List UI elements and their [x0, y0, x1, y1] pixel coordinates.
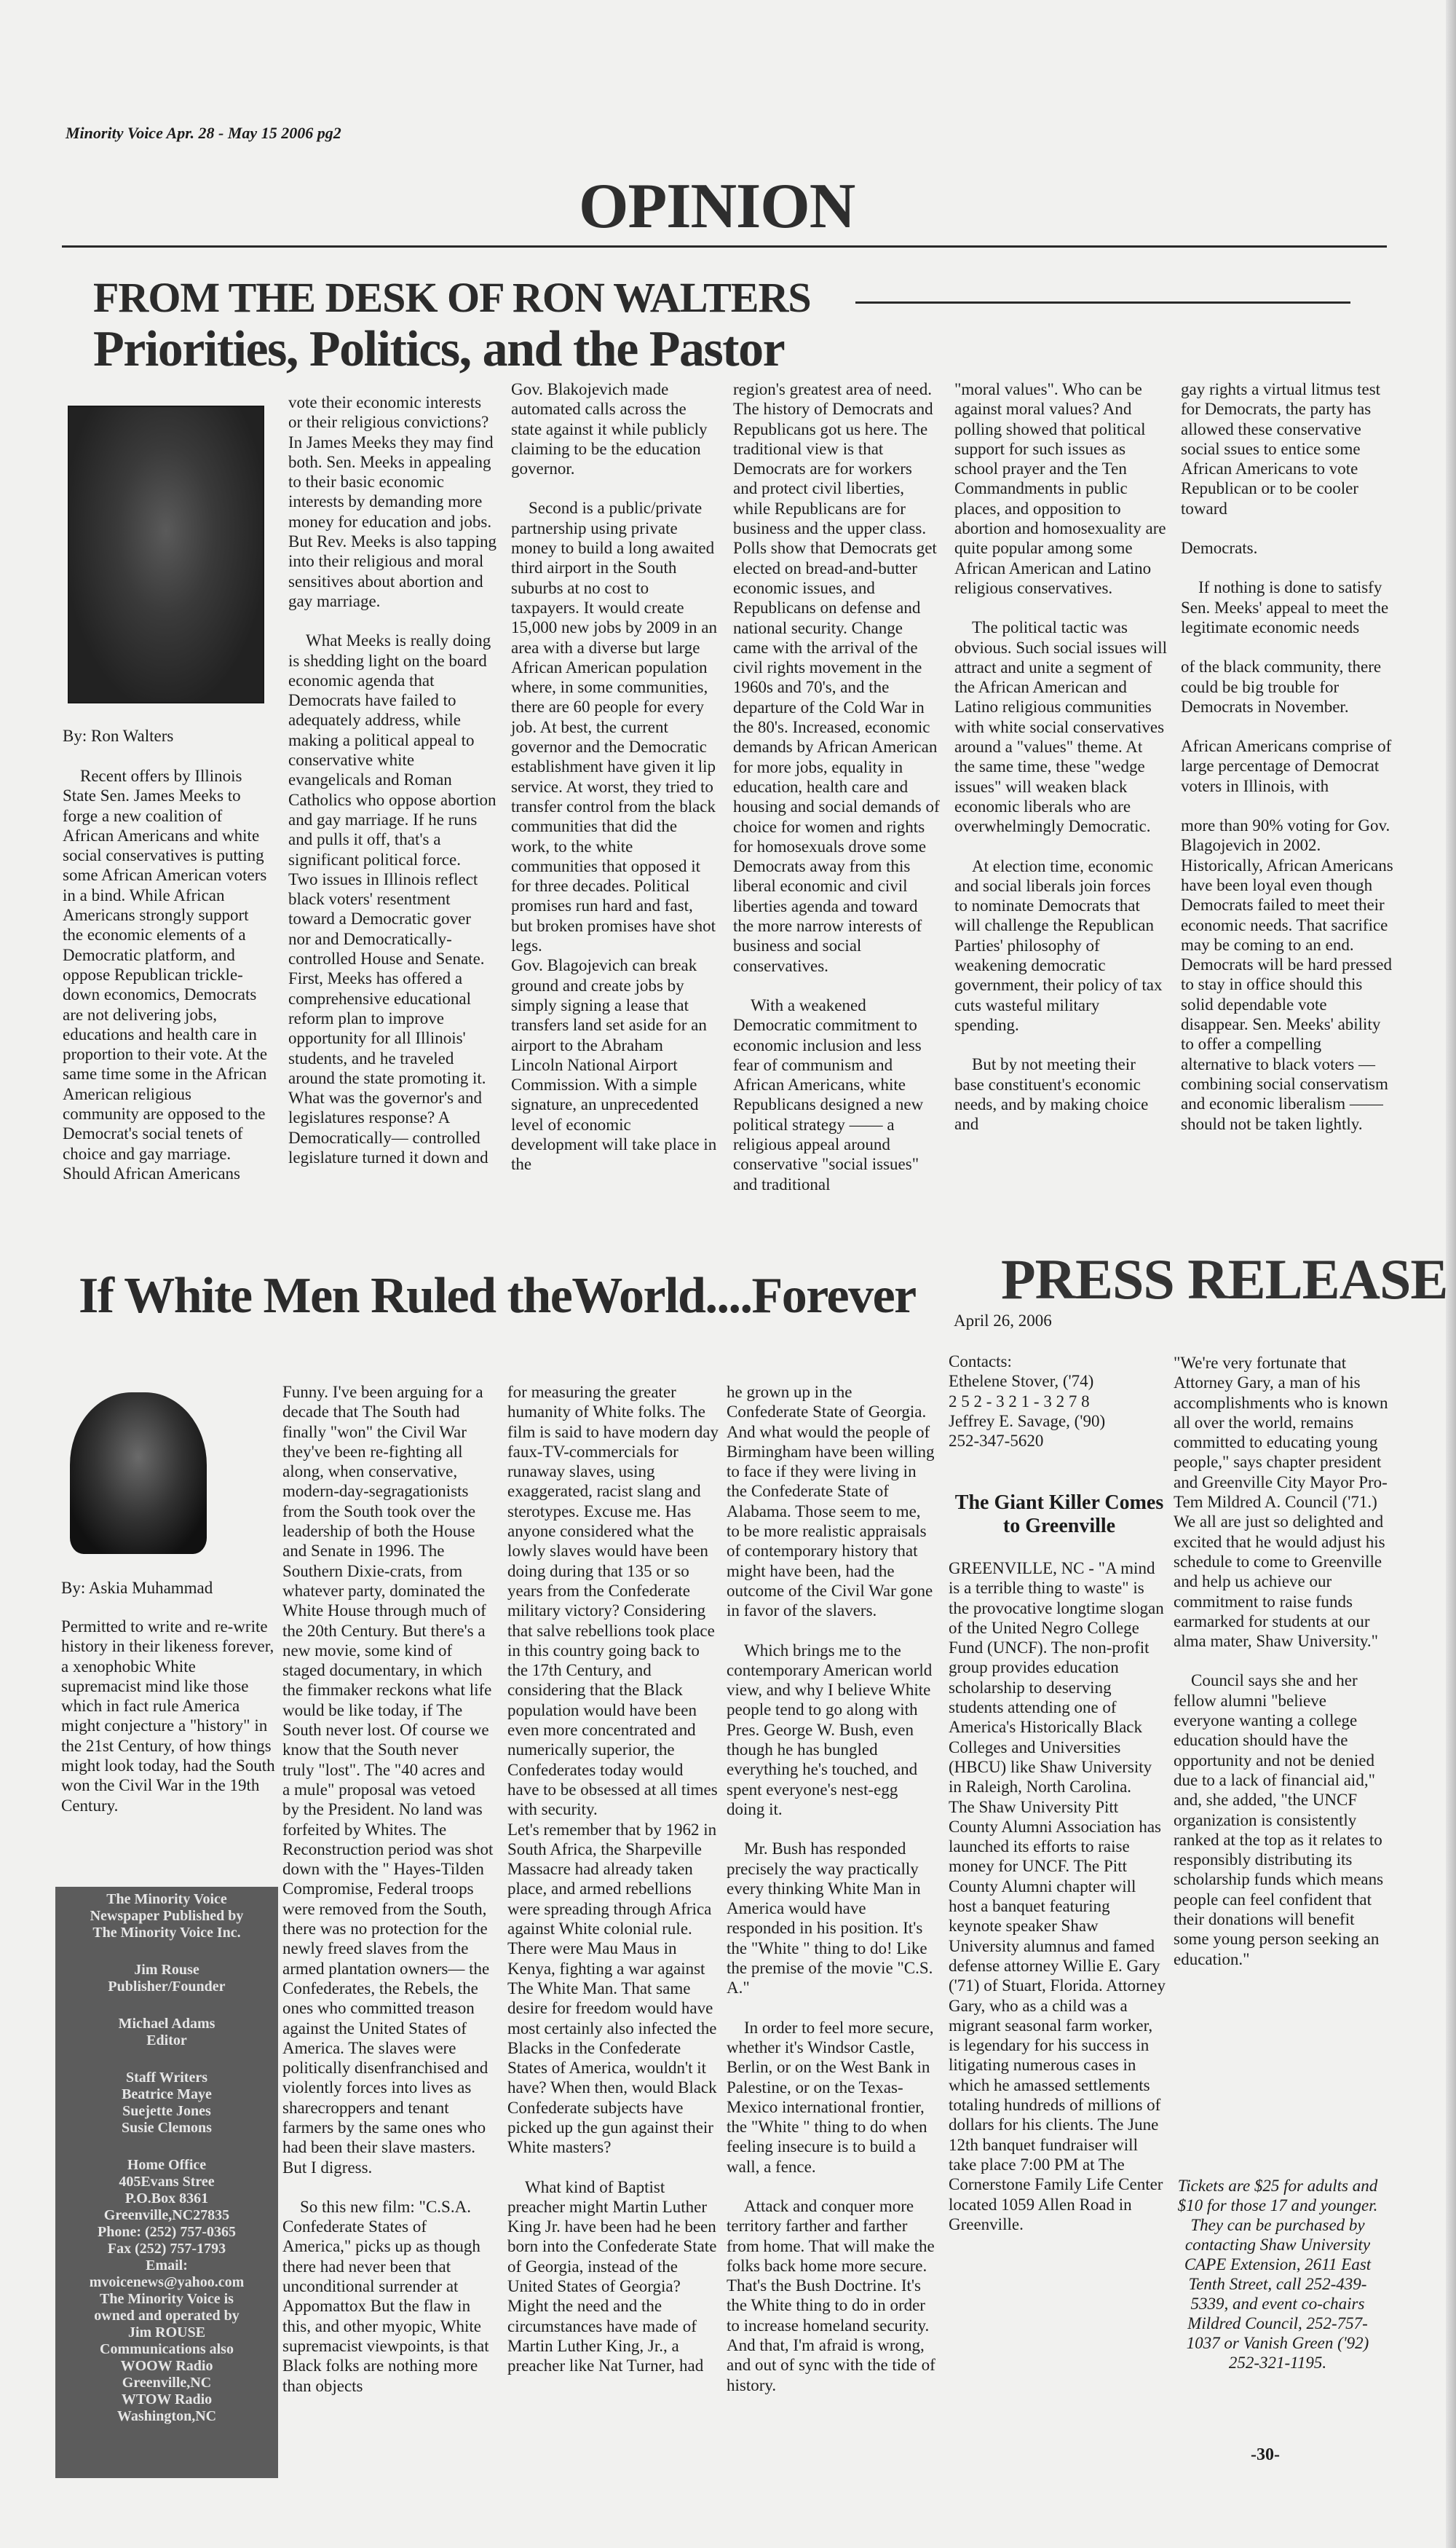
article-column-4 — [727, 1382, 938, 2395]
column-kicker: FROM THE DESK OF RON WALTERS — [93, 274, 811, 321]
press-column-2 — [1174, 1353, 1389, 1969]
masthead-contact: Home Office 405Evans Stree P.O.Box 8361 Greenville,NC27835 Phone: (252) 757-0365 Fax (252) 757-1793 Email: mvoicenews@yahoo.com The Minority Voice is owned and operated by Jim ROUSE Communications also WOOW Radio Greenville,NC WTOW Radio Washington,NC — [89, 2157, 245, 2424]
paragraph: Gov. Blagojevich can break ground and create jobs by simply signing a lease that transfers land set aside for an airport to the Abraham Lincoln National Airport Commission. With a simple signature, an unprecedented level of economic development will take place in the — [511, 956, 717, 1174]
paragraph: Attack and conquer more territory farther and farther from home. That will make the folks back home more secure. That's the Bush Doctrine. It's the White thing to do in order to increase homeland security. And that, I'm afraid is wrong, and out of sync with the tide of history. — [727, 2196, 935, 2394]
press-release-heading: PRESS RELEASE — [1001, 1247, 1448, 1311]
press-contacts: Contacts: Ethelene Stover, ('74) 2 5 2 - 3 2 1 - 3 2 7 8 Jeffrey E. Savage, ('90) 252-347-5620 — [949, 1352, 1106, 1451]
paragraph: What Meeks is really doing is shedding light on the board economic agenda that Democrats have failed to adequately address, while making a political appeal to conservative white evangelicals and Roman Catholics who oppose abortion and gay marriage. If he runs and pulls it off, that's a significant political force. — [288, 631, 496, 869]
paragraph: Should African Americans — [63, 1164, 241, 1183]
masthead-box — [55, 1887, 278, 2478]
section-title: OPINION — [579, 171, 855, 242]
paragraph: Funny. I've been arguing for a decade that The South had finally "won" the Civil War they've been re-fighting all along, when conservative, modern-day-segragationists from the South took over the leadership of both the House and Senate in 1996. The Southern Dixie-crats, from whatever party, dominated the White House through much of the 20th Century. But there's a new movie, some kind of staged documentary, in which the fimmaker reckons what life would be like today, if The South never lost. Of course we know that the South never truly "lost". The "40 acres and a mule" proposal was vetoed by the President. No land was forfeited by Whites. The Reconstruction period was shot down with the " Hayes-Tilden Compromise, Federal troops were removed from the South, there was no protection for the newly freed slaves from the armed plantation owners— the Confederates, the Rebels, the ones who committed treason against the United States of America. The slaves were politically disenfranchised and violently forces into lives as sharecroppers and tenant farmers by the same ones who had been their slave masters. But I digress. — [282, 1383, 494, 2177]
author-photo-askia-muhammad — [70, 1392, 207, 1554]
paragraph: Let's remember that by 1962 in South Africa, the Sharpeville Massacre had already taken place, and armed rebellions were spreading through Africa against White colonial rule. There were Mau Maus in Kenya, fighting a war against The White Man. That same desire for freedom would have most certainly also infected the Blacks in the Confederate States of America, wouldn't it have? When then, would Black Confederate subjects have picked up the gun against their White masters? — [507, 1820, 717, 2157]
press-date: April 26, 2006 — [954, 1312, 1052, 1330]
article-column-3 — [507, 1382, 719, 2376]
paragraph: Gov. Blakojevich made automated calls across the state against it while publicly claiming to be the education governor. — [511, 380, 708, 478]
masthead-founder: Jim Rouse Publisher/Founder — [108, 1962, 226, 1995]
paragraph: vote their economic interests or their religious convictions? In James Meeks they may find both. Sen. Meeks in appealing to their basic economic interests by demanding more money for education and jobs. But Rev. Meeks is also tapping into their religious and moral sensitives about abortion and gay marriage. — [288, 393, 496, 610]
end-mark: -30- — [1251, 2445, 1280, 2464]
paragraph: Democrats. — [1181, 539, 1258, 558]
paragraph: Permitted to write and re-write history in their likeness forever, a xenophobic White supremacist mind like those which in fact rule America might conjecture a "history" in the 21st Century, of how things might look today, had the South won the Civil War in the 19th Century. — [61, 1617, 275, 1815]
paragraph: In order to feel more secure, whether it's Windsor Castle, Berlin, or on the West Bank in Palestine, or on the Texas-Mexico international frontier, the "White " thing to do when feeling insecure is to build a wall, a fence. — [727, 2018, 934, 2176]
paragraph: "moral values". Who can be against moral values? And polling showed that political support for such issues as school prayer and the Ten Commandments in public places, and opposition to abortion and homosexuality are quite popular among some African American and Latino religious conservatives. — [954, 380, 1166, 597]
article-column-1 — [63, 766, 269, 1183]
paragraph: Two issues in Illinois reflect black voters' resentment toward a Democratic gover nor and Democratically-controlled House and Senate. First, Meeks has offered a comprehensive educational reform plan to improve opportunity for all Illinois' students, and he traveled around the state promoting it. What was the governor's and legislatures response? A Democratically— controlled legislature turned it down and — [288, 869, 488, 1167]
byline: By: Ron Walters — [63, 727, 174, 745]
masthead-staff: Staff Writers Beatrice Maye Suejette Jones Susie Clemons — [122, 2070, 212, 2136]
issue-dateline: Minority Voice Apr. 28 - May 15 2006 pg2 — [66, 124, 341, 142]
byline: By: Askia Muhammad — [61, 1579, 213, 1597]
paragraph: Which brings me to the contemporary American world view, and why I believe White people tend to go along with Pres. George W. Bush, even though he has bungled everything he's touched, and spent everyone's nest-egg doing it. — [727, 1641, 933, 1818]
paragraph: But by not meeting their base constituent's economic needs, and by making choice and — [954, 1055, 1149, 1134]
article-column-6 — [1181, 379, 1393, 1134]
press-subhead: The Giant Killer Comes to Greenville — [954, 1491, 1164, 1537]
paragraph: gay rights a virtual litmus test for Democrats, the party has allowed these conservative social ssues to entice some African Americans to vote Republican or to be cooler toward — [1181, 380, 1381, 518]
paragraph: African Americans comprise of large percentage of Democrat voters in Illinois, with — [1181, 737, 1392, 795]
header-rule — [62, 245, 1387, 248]
article-column-4 — [733, 379, 940, 1194]
paragraph: If nothing is done to satisfy Sen. Meeks' appeal to meet the legitimate economic needs — [1181, 578, 1389, 636]
paragraph: With a weakened Democratic commitment to economic inclusion and less fear of communism and African Americans, white Republicans designed a new political strategy —— a religious appeal around conservative "social issues" and traditional — [733, 995, 924, 1194]
article-column-2 — [282, 1382, 494, 2396]
ticket-info: Tickets are $25 for adults and $10 for those 17 and younger. They can be purchased by contacting Shaw University CAPE Extension, 2611 East Tenth Street, call 252-439-5339, and event co-chairs Mildred Council, 252-757-1037 or Vanish Green ('92) 252-321-1195. — [1177, 2177, 1378, 2372]
press-column-1 — [949, 1558, 1167, 2234]
article-headline: If White Men Ruled theWorld....Forever — [79, 1268, 916, 1324]
paragraph: Recent offers by Illinois State Sen. James Meeks to forge a new coalition of African Americans and white social conservatives is putting some African American voters in a bind. While African Americans strongly support the economic elements of a Democratic platform, and oppose Republican trickle-down economics, Democrats are not delivering jobs, educations and health care in proportion to their vote. At the same time some in the African American religious community are opposed to the Democrat's social tenets of choice and gay marriage. — [63, 767, 268, 1163]
paragraph: The Shaw University Pitt County Alumni Association has launched its efforts to raise money for UNCF. The Pitt County Alumni chapter will host a banquet featuring keynote speaker Shaw University alumnus and famed defense attorney Willie E. Gary ('71) of Stuart, Florida. Attorney Gary, who as a child was a migrant seasonal farm worker, is legendary for his success in litigating numerous cases in which he amassed settlements totaling hundreds of millions of dollars for his clients. The June 12th banquet fundraiser will take place 7:00 PM at The Cornerstone Family Life Center located 1059 Allen Road in Greenville. — [949, 1797, 1166, 2233]
article-column-2 — [288, 393, 496, 1167]
paragraph: Second is a public/private partnership using private money to build a long awaited third airport in the South suburbs at no cost to taxpayers. It would create 15,000 new jobs by 2009 in an area with a diverse but large African American population where, in some communities, there are 60 people for every job. At best, the current governor and the Democratic establishment have given it lip service. At worst, they tried to transfer control from the black communities that did the work, to the white communities that opposed it for three decades. Political promises run hard and fast, but broken promises have shot legs. — [511, 499, 718, 955]
paragraph: What kind of Baptist preacher might Martin Luther King Jr. have been had he been born into the Confederate State of Georgia, instead of the United States of Georgia? Might the need and the circumstances have made of Martin Luther King, Jr., a preacher like Nat Turner, had — [507, 2177, 717, 2375]
paragraph: At election time, economic and social liberals join forces to nominate Democrats that will challenge the Republican Parties' philosophy of weakening democratic government, their policy of tax cuts wasteful military spending. — [954, 856, 1163, 1034]
paragraph: "We're very fortunate that Attorney Gary, a man of his accomplishments who is known all over the world, remains committed to educating young people," says chapter president and Greenville City Mayor Pro-Tem Mildred A. Council ('71.) We all are just so delighted and excited that he would adjust his schedule to come to Greenville and help us achieve our commitment to raise funds earmarked for students at our alma mater, Shaw University." — [1174, 1354, 1388, 1651]
masthead-publisher: The Minority Voice Newspaper Published by The Minority Voice Inc. — [90, 1891, 244, 1941]
paragraph: Council says she and her fellow alumni "believe everyone wanting a college education should have the opportunity and not be denied due to a lack of financial aid," and, she added, "the UNCF organization is consistently ranked at the top as it relates to responsibly distributing its scholarship funds which means people can feel confident that their donations will benefit some young person seeking an education." — [1174, 1671, 1384, 1968]
article-column-3 — [511, 379, 718, 1175]
paragraph: for measuring the greater humanity of White folks. The film is said to have modern day faux-TV-commercials for runaway slaves, using exaggerated, racist slang and sterotypes. Excuse me. Has anyone considered what the lowly slaves would have been doing during that 135 or so years from the Confederate military victory? Considering that salve rebellions took place in this country going back to the 17th Century, and considering that the Black population would have been even more concentrated and numerically superior, the Confederates today would have to be obsessed at all times with security. — [507, 1383, 719, 1819]
paragraph: he grown up in the Confederate State of Georgia. And what would the people of Birmingham have been willing to face if they were living in the Confederate State of Alabama. Those seem to me, to be more realistic appraisals of contemporary history that might have been, had the outcome of the Civil War gone in favor of the slavers. — [727, 1383, 935, 1620]
paragraph: Mr. Bush has responded precisely the way practically every thinking White Man in America would have responded in his position. It's the "White " thing to do! Like the premise of the movie "C.S. A." — [727, 1839, 933, 1997]
paragraph: region's greatest area of need. The history of Democrats and Republicans got us here. The traditional view is that Democrats are for workers and protect civil liberties, while Republicans are for business and the upper class. Polls show that Democrats get elected on bread-and-butter economic issues, and Republicans on defense and national security. Change came with the arrival of the civil rights movement in the 1960s and 70's, and the departure of the Cold War in the 80's. Increased, economic demands by African American for more jobs, equality in education, health care and housing and social demands of choice for women and rights for homosexuals drove some Democrats away from this liberal economic and civil liberties agenda and toward the more narrow interests of business and social conservatives. — [733, 380, 940, 975]
paragraph: So this new film: "C.S.A. Confederate States of America," picks up as though there had never been that unconditional surrender at Appomattox But the flaw in this, and other myopic, White supremacist viewpoints, is that Black folks are nothing more than objects — [282, 2197, 489, 2395]
paragraph: more than 90% voting for Gov. Blagojevich in 2002. Historically, African Americans have been loyal even though Democrats failed to meet their economic needs. That sacrifice may be coming to an end. Democrats will be hard pressed to stay in office should this solid dependable vote disappear. Sen. Meeks' ability to offer a compelling alternative to black voters — combining social conservatism and economic liberalism —— should not be taken lightly. — [1181, 816, 1393, 1133]
article-headline: Priorities, Politics, and the Pastor — [93, 321, 785, 377]
paragraph: of the black community, there could be big trouble for Democrats in November. — [1181, 658, 1382, 716]
paragraph: The political tactic was obvious. Such social issues will attract and unite a segment of the African American and Latino religious communities with white social conservatives around a "values" theme. At the same time, these "wedge issues" will weaken black economic liberals who are overwhelmingly Democratic. — [954, 618, 1167, 836]
article-column-5 — [954, 379, 1167, 1134]
paragraph: GREENVILLE, NC - "A mind is a terrible thing to waste" is the provocative longtime slogan of the United Negro College Fund (UNCF). The non-profit group provides education scholarship to deserving students attending one of America's Historically Black Colleges and Universities (HBCU) like Shaw University in Raleigh, North Carolina. — [949, 1559, 1164, 1796]
kicker-rule — [855, 301, 1350, 304]
article-column-1 — [61, 1617, 280, 1815]
author-photo-ron-walters — [68, 406, 264, 703]
masthead-editor: Michael Adams Editor — [118, 2016, 215, 2048]
